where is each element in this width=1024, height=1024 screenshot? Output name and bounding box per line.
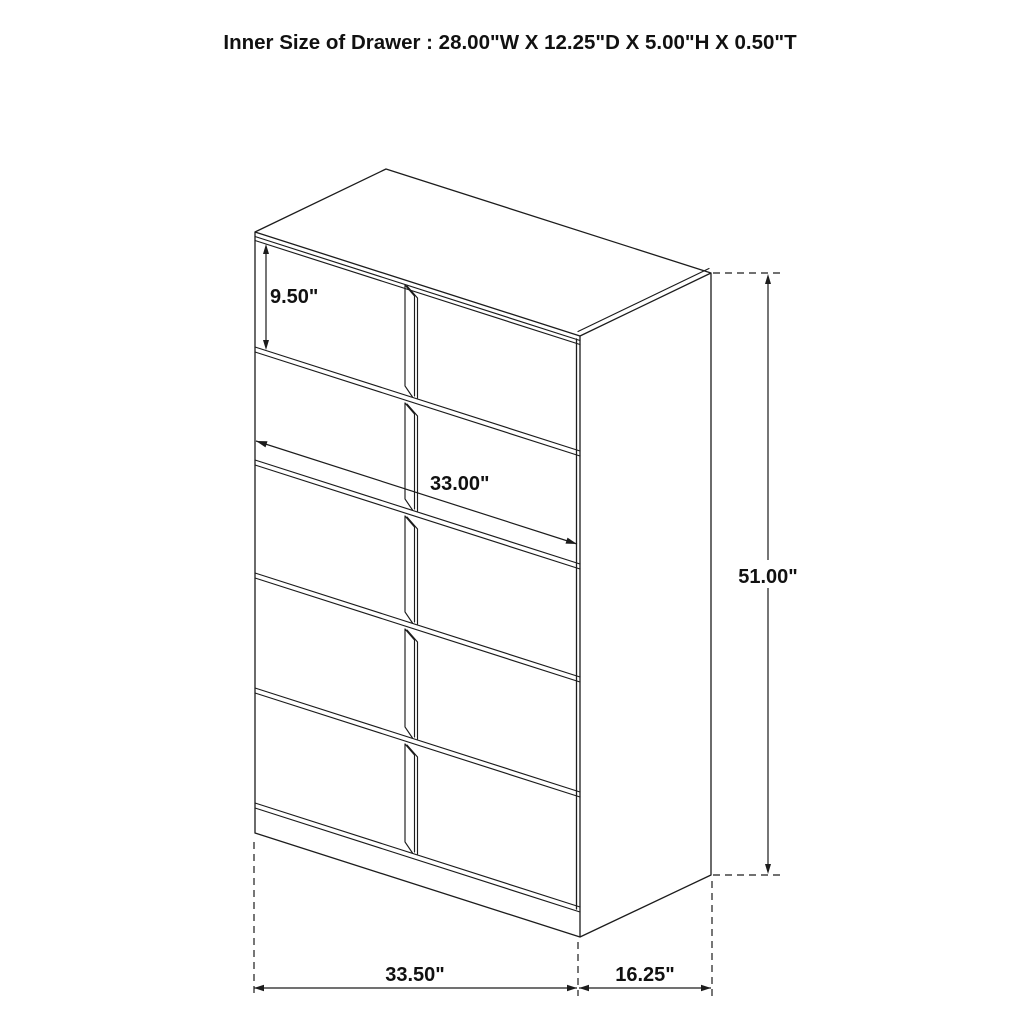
- top-panel-band-lines: [255, 237, 709, 345]
- arrowhead-right-icon: [701, 985, 711, 991]
- dimension-side-depth: [579, 964, 711, 991]
- arrowhead-left-icon: [579, 985, 589, 991]
- arrowhead-up-icon: [765, 274, 771, 284]
- arrowhead-up-icon: [263, 244, 269, 254]
- dimension-label-side-depth: 16.25": [615, 964, 675, 986]
- arrowhead-down-icon: [765, 864, 771, 874]
- arrowhead-down-icon: [263, 340, 269, 350]
- drawer-handle: [405, 516, 418, 624]
- drawer-handle: [405, 629, 418, 739]
- diagram-title: Inner Size of Drawer : 28.00"W X 12.25"D X 5.00"H X 0.50"T: [223, 31, 797, 54]
- drawer-handle: [405, 285, 418, 398]
- drawer-handle: [405, 744, 418, 854]
- drawer-handle: [405, 403, 418, 511]
- arrowhead-upper-left-icon: [256, 441, 268, 447]
- drawer-handles: [405, 285, 418, 854]
- dimension-label-top-drawer-height: 9.50": [270, 286, 319, 308]
- dimension-top-drawer-height: [263, 244, 318, 350]
- dimension-label-front-width: 33.00": [430, 473, 490, 495]
- dimension-label-base-width: 33.50": [385, 964, 445, 986]
- cabinet-outline: [255, 169, 711, 937]
- dimension-overall-height: [730, 274, 806, 874]
- arrowhead-lower-right-icon: [566, 538, 578, 544]
- dimension-label-overall-height: 51.00": [738, 566, 798, 588]
- dimension-base-width: [254, 964, 577, 991]
- arrowhead-right-icon: [567, 985, 577, 991]
- cabinet-drawing: [255, 169, 711, 937]
- arrowhead-left-icon: [254, 985, 264, 991]
